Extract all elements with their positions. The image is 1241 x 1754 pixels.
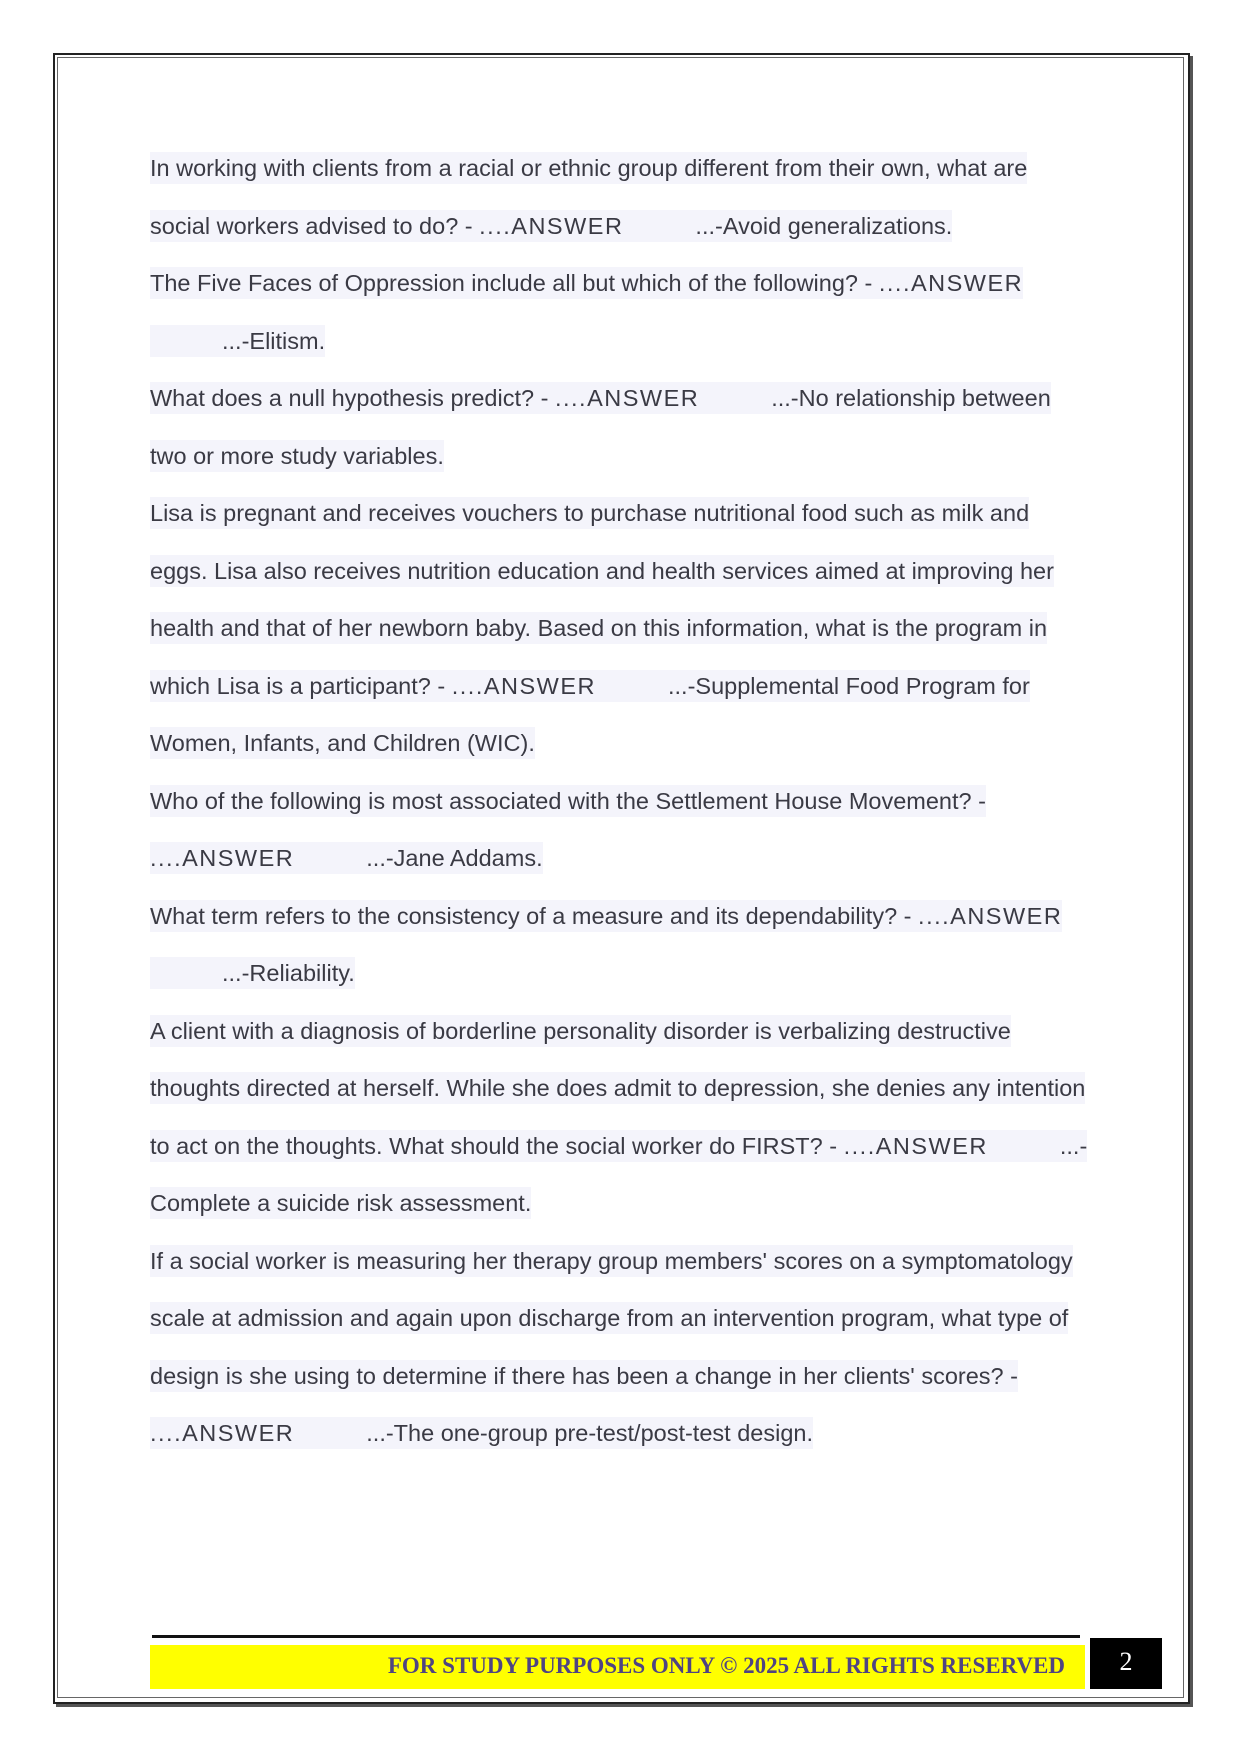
answer-text: ...-No relationship between two or more study variables.	[150, 385, 1051, 469]
qa-item	[150, 1233, 1090, 1463]
answer-marker: ....ANSWER	[843, 1132, 988, 1159]
answer-text: ...-Elitism.	[222, 327, 326, 354]
qa-item	[150, 370, 1090, 485]
question-text: Lisa is pregnant and receives vouchers to purchase nutritional food such as milk and eggs. Lisa also receives nutrition education and health services aimed at improving her health and that of her newborn baby. Based on this information, what is the program in which Lisa is a participant? -	[150, 500, 1054, 699]
answer-marker: ....ANSWER	[150, 1420, 295, 1446]
footer-copyright: FOR STUDY PURPOSES ONLY © 2025 ALL RIGHTS RESERVED	[387, 1653, 1065, 1678]
question-text: A client with a diagnosis of borderline personality disorder is verbalizing destructive thoughts directed at herself. While she does admit to depression, she denies any intention to act on the thoughts. What should the social worker do FIRST? -	[150, 1017, 1086, 1159]
answer-marker: ....ANSWER	[451, 672, 596, 699]
footer-rule	[152, 1635, 1080, 1638]
qa-item	[150, 485, 1090, 773]
answer-marker: ....ANSWER	[918, 902, 1063, 929]
question-text: What term refers to the consistency of a measure and its dependability? -	[150, 902, 919, 929]
answer-text: ...-The one-group pre-test/post-test design.	[366, 1420, 813, 1446]
qa-item	[150, 888, 1090, 1003]
answer-marker: ....ANSWER	[554, 385, 700, 411]
qa-item	[150, 255, 1090, 370]
answer-marker: ....ANSWER	[479, 212, 624, 239]
question-text: The Five Faces of Oppression include all but which of the following? -	[150, 270, 879, 296]
answer-text: ...-Avoid generalizations.	[695, 212, 953, 239]
answer-marker: ....ANSWER	[878, 270, 1024, 296]
qa-item	[150, 773, 1090, 888]
answer-text: ...-Reliability.	[222, 960, 355, 986]
page-number: 2	[1090, 1638, 1162, 1689]
answer-marker: ....ANSWER	[150, 845, 295, 871]
qa-list	[150, 140, 1090, 1463]
question-text: Who of the following is most associated with the Settlement House Movement? -	[150, 787, 986, 814]
question-text: What does a null hypothesis predict? -	[150, 385, 555, 411]
qa-item	[150, 140, 1090, 255]
footer-band	[150, 1645, 1085, 1689]
answer-text: ...-Supplemental Food Program for Women, Infants, and Children (WIC).	[150, 672, 1030, 756]
qa-item	[150, 1003, 1090, 1233]
question-text: In working with clients from a racial or ethnic group different from their own, what are social workers advised to do? -	[150, 155, 1028, 239]
answer-text: ...-Complete a suicide risk assessment.	[150, 1132, 1088, 1216]
question-text: If a social worker is measuring her therapy group members' scores on a symptomatology scale at admission and again upon discharge from an intervention program, what type of design is she using to determine if there has been a change in her clients' scores? -	[150, 1247, 1073, 1389]
answer-text: ...-Jane Addams.	[366, 845, 543, 871]
